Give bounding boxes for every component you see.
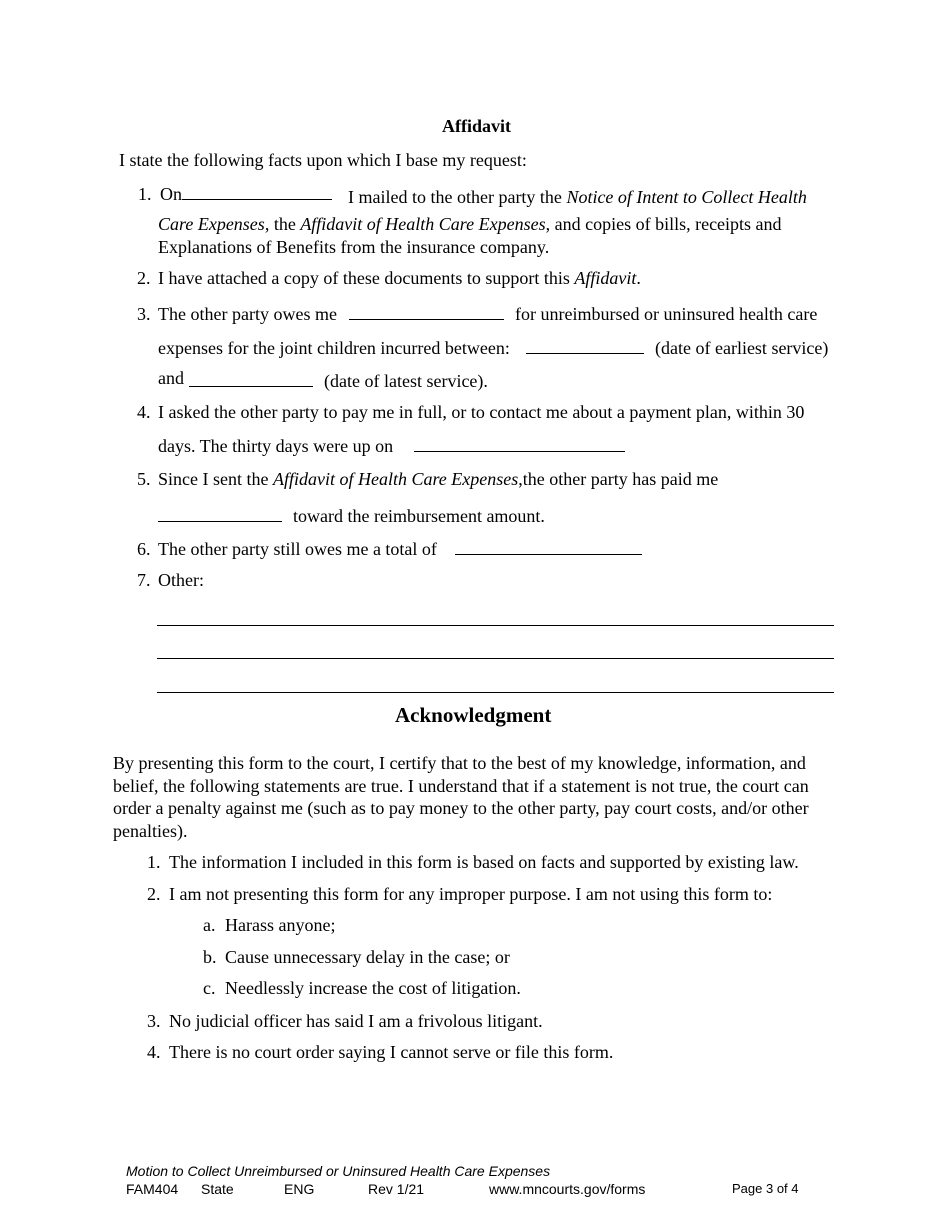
item5-text-a — [158, 469, 718, 490]
affidavit-intro: I state the following facts upon which I base my request: — [119, 150, 527, 170]
item4-number: 4. — [137, 402, 151, 422]
other-line-2[interactable] — [157, 658, 834, 659]
item1-text-c2: , and copies of bills, receipts and — [545, 214, 782, 234]
footer-page-number: Page 3 of 4 — [732, 1181, 799, 1196]
earliest-date-field[interactable] — [526, 338, 644, 359]
ack-item1-text: The information I included in this form is based on facts and supported by existing law. — [169, 852, 799, 872]
footer-form-title: Motion to Collect Unreimbursed or Uninsured Health Care Expenses — [126, 1163, 551, 1179]
earliest-date-blank[interactable] — [526, 339, 644, 354]
acknowledgment-title: Acknowledgment — [395, 703, 552, 727]
item5-affidavit-title: Affidavit of Health Care Expenses — [272, 469, 519, 489]
thirty-days-date-field[interactable] — [414, 436, 625, 457]
item4-text-b: days. The thirty days were up on — [158, 436, 394, 456]
item3-text-d: and — [158, 368, 184, 388]
ack-subitem-a-letter: a. — [203, 915, 216, 935]
item2-number: 2. — [137, 268, 151, 288]
ack-subitem-c-letter: c. — [203, 978, 216, 998]
item1-text-b: I mailed to the other party the — [348, 187, 567, 207]
ack-item3-number: 3. — [147, 1011, 161, 1031]
footer-form-number: FAM404 — [126, 1181, 179, 1197]
footer-language: ENG — [284, 1181, 315, 1197]
item5-text-a1: Since I sent the — [158, 469, 273, 489]
owed-amount-blank[interactable] — [349, 305, 504, 320]
affidavit-expenses-title: Affidavit of Health Care Expenses — [300, 214, 546, 234]
ack-para-line-4: penalties). — [113, 821, 188, 841]
other-line-3[interactable] — [157, 692, 834, 693]
mailed-date-blank[interactable] — [182, 185, 332, 200]
item1-line1 — [160, 184, 332, 205]
ack-subitem-a-text: Harass anyone; — [225, 915, 336, 935]
paid-amount-blank[interactable] — [158, 507, 282, 522]
footer-state: State — [201, 1181, 234, 1197]
footer-url[interactable]: www.mncourts.gov/forms — [489, 1181, 646, 1197]
item6-text: The other party still owes me a total of — [158, 539, 437, 559]
item5-text-b: toward the reimbursement amount. — [293, 506, 545, 526]
item1-line3: Explanations of Benefits from the insurance company. — [158, 237, 550, 257]
item5-number: 5. — [137, 469, 151, 489]
latest-date-field[interactable] — [189, 371, 313, 392]
item3-text-d2: (date of latest service). — [324, 371, 488, 391]
ack-item3-text: No judicial officer has said I am a frivolous litigant. — [169, 1011, 543, 1031]
ack-item4-number: 4. — [147, 1042, 161, 1062]
item3-text-b: for unreimbursed or uninsured health care — [515, 304, 818, 324]
ack-subitem-b-letter: b. — [203, 947, 217, 967]
item1-line1b — [348, 187, 807, 208]
ack-subitem-b-text: Cause unnecessary delay in the case; or — [225, 947, 510, 967]
item3-text-c: expenses for the joint children incurred between: — [158, 338, 510, 358]
item1-number: 1. — [138, 184, 152, 204]
ack-para-line-3: order a penalty against me (such as to pay money to the other party, pay court costs, and/or other — [113, 798, 809, 818]
item5-text-a2: ,the other party has paid me — [518, 469, 719, 489]
footer-revision: Rev 1/21 — [368, 1181, 425, 1197]
ack-item4-text: There is no court order saying I cannot serve or file this form. — [169, 1042, 614, 1062]
item6-number: 6. — [137, 539, 151, 559]
total-owed-field[interactable] — [455, 539, 642, 560]
item4-text-a: I asked the other party to pay me in full, or to contact me about a payment plan, within 30 — [158, 402, 805, 422]
care-expenses-title: Care Expenses — [158, 214, 265, 234]
item7-number: 7. — [137, 570, 151, 590]
item2-text — [158, 268, 641, 289]
total-owed-blank[interactable] — [455, 540, 642, 555]
latest-date-blank[interactable] — [189, 372, 313, 387]
item1-text-c: , the — [264, 214, 301, 234]
item3-text-a: The other party owes me — [158, 304, 337, 324]
other-line-1[interactable] — [157, 625, 834, 626]
ack-item1-number: 1. — [147, 852, 161, 872]
owed-amount-field[interactable] — [349, 304, 504, 325]
ack-item2-text: I am not presenting this form for any improper purpose. I am not using this form to: — [169, 884, 773, 904]
item1-line2 — [158, 214, 782, 235]
item2-affidavit: Affidavit — [574, 268, 637, 288]
thirty-days-date-blank[interactable] — [414, 437, 625, 452]
item2-text-a: I have attached a copy of these documents to support this — [158, 268, 575, 288]
paid-amount-field[interactable] — [158, 506, 282, 527]
affidavit-title: Affidavit — [442, 116, 511, 136]
item3-number: 3. — [137, 304, 151, 324]
item3-text-c2: (date of earliest service) — [655, 338, 829, 358]
ack-subitem-c-text: Needlessly increase the cost of litigation. — [225, 978, 521, 998]
notice-of-intent-title: Notice of Intent to Collect Health — [566, 187, 807, 207]
item1-on-label: On — [160, 184, 182, 204]
ack-para-line-1: By presenting this form to the court, I certify that to the best of my knowledge, information, and — [113, 753, 806, 773]
ack-para-line-2: belief, the following statements are true. I understand that if a statement is not true, the court can — [113, 776, 809, 796]
item7-text: Other: — [158, 570, 204, 590]
ack-item2-number: 2. — [147, 884, 161, 904]
item2-period: . — [636, 268, 641, 288]
